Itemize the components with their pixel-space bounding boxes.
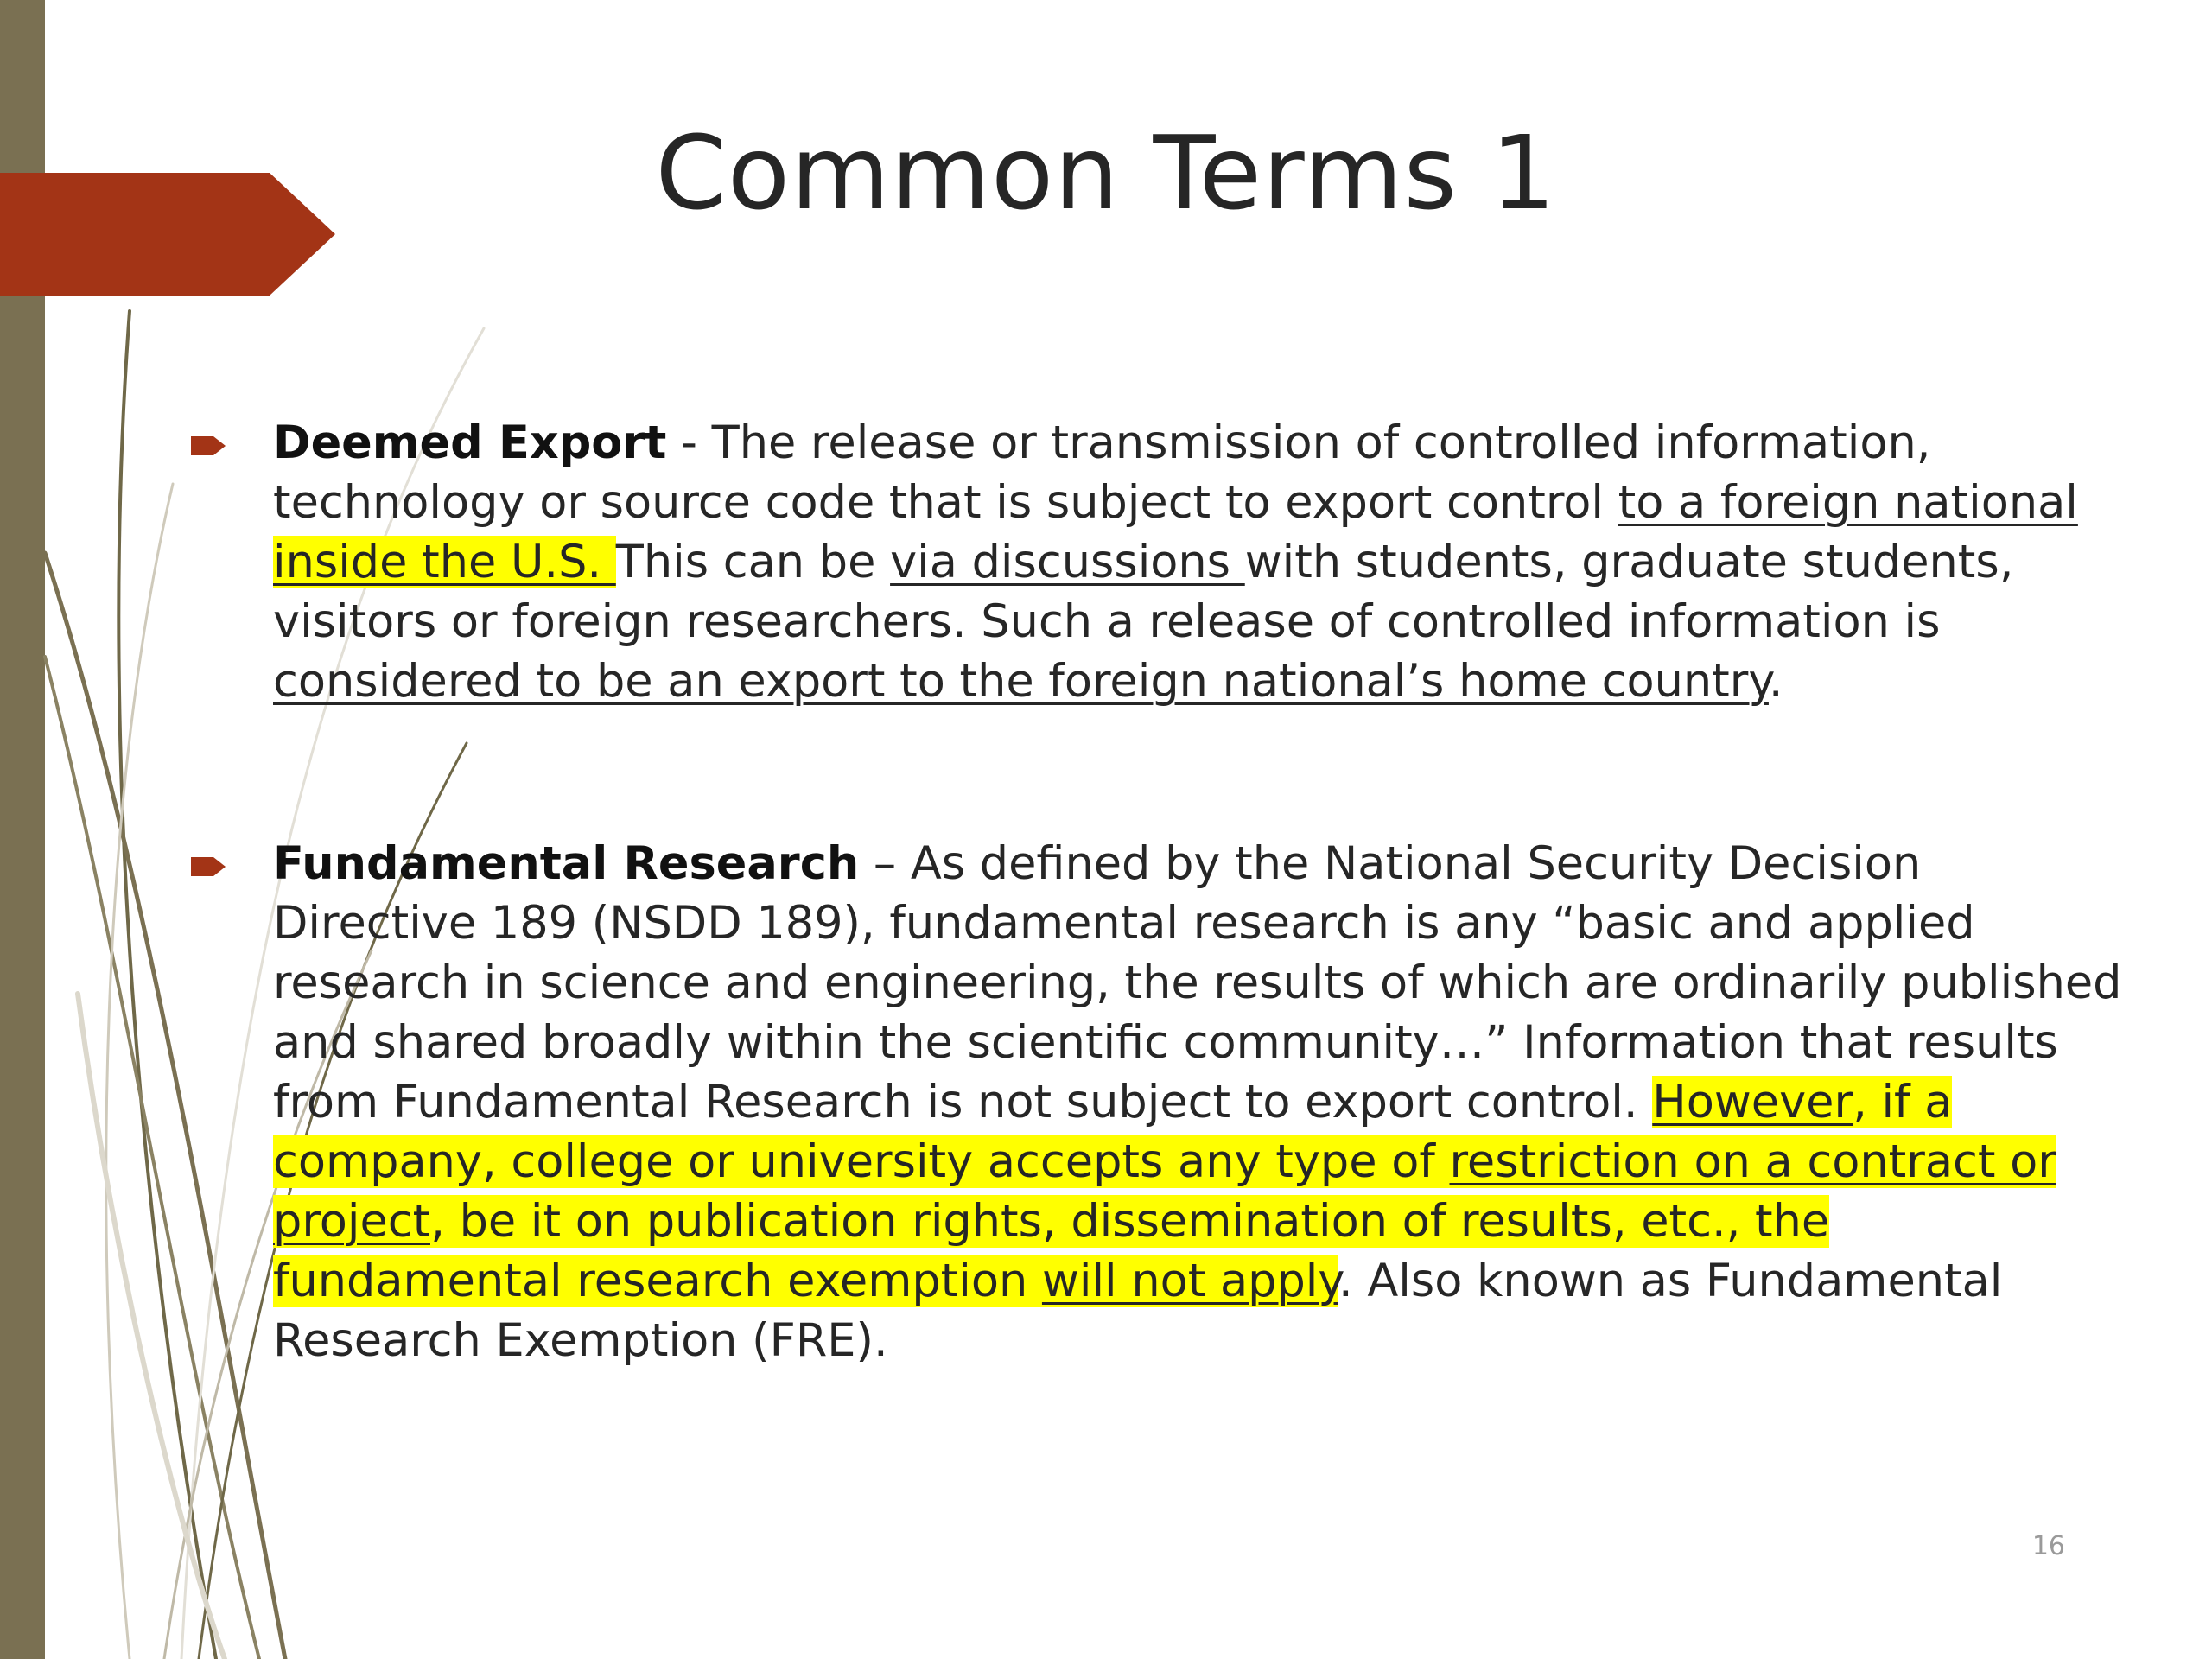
highlighted-underlined-text: inside the U.S. xyxy=(273,536,616,588)
arrow-bullet-icon xyxy=(191,857,226,876)
highlighted-text: , if a company, college or university accepts any type of xyxy=(273,1076,1953,1188)
definition-text: . Also known as Fundamental Research Exemption (FRE). xyxy=(273,1255,2003,1367)
bullet-list xyxy=(273,413,2122,1370)
arrow-bullet-icon xyxy=(191,436,226,455)
bullet-fundamental-research xyxy=(273,834,2122,1370)
underlined-text: considered to be an export to the foreign national’s home country xyxy=(273,655,1769,708)
term-fundamental-research: Fundamental Research xyxy=(273,837,860,890)
title-arrow-tab xyxy=(0,173,335,296)
definition-text: with students, graduate students, visitors or foreign researchers. Such a release of controlled information is xyxy=(273,536,2014,648)
highlighted-underlined-text: However xyxy=(1652,1076,1853,1128)
slide-title: Common Terms 1 xyxy=(655,113,1557,232)
definition-text: This can be xyxy=(615,536,891,588)
definition-text: - The release or transmission of controlled information, technology or source code that is subject to export control xyxy=(273,416,1931,529)
highlighted-underlined-text: will not apply xyxy=(1041,1255,1338,1307)
underlined-text: via discussions xyxy=(890,536,1245,588)
definition-text: – As defined by the National Security Decision Directive 189 (NSDD 189), fundamental research is any “basic and applied research in science and engineering, the results of which are ordinarily published and shared broadly within the scientific community…” Information that results from Fundamental Research is not subject to export control. xyxy=(273,837,2122,1128)
highlighted-text: , be it on publication rights, dissemination of results, etc., the fundamental research exemption xyxy=(273,1195,1830,1307)
definition-text: . xyxy=(1768,655,1783,708)
underlined-text: to a foreign national xyxy=(1618,476,2078,529)
highlighted-underlined-text: restriction on a contract or project xyxy=(273,1135,2056,1248)
page-number: 16 xyxy=(2031,1531,2065,1561)
term-deemed-export: Deemed Export xyxy=(273,416,667,469)
bullet-deemed-export xyxy=(273,413,2122,711)
